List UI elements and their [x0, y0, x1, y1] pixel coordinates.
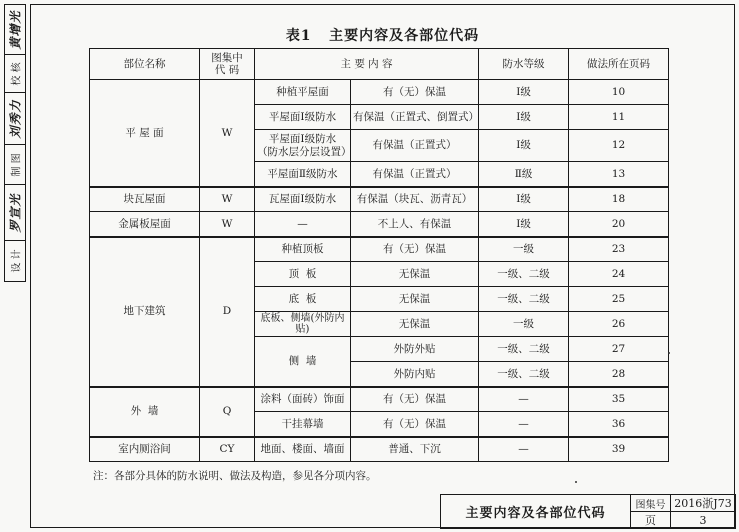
page-cell: 12 — [569, 130, 669, 162]
insulation-cell: 有保温（正置式） — [351, 162, 479, 187]
page-cell: 35 — [569, 387, 669, 412]
title-block — [440, 494, 736, 529]
content-cell: 平屋面Ⅰ级防水 （防水层分层设置） — [255, 130, 351, 162]
part-tile-roof: 块瓦屋面 — [90, 187, 200, 212]
atlas-no: 2016浙J73 — [671, 495, 736, 512]
grade-cell: 一级、二级 — [479, 362, 569, 387]
part-underground: 地下建筑 — [90, 237, 200, 387]
drafter-label-cell — [5, 145, 25, 185]
grade-cell: — — [479, 387, 569, 412]
insulation-cell: 有保温（块瓦、沥青瓦） — [351, 187, 479, 212]
page-cell: 24 — [569, 262, 669, 287]
grade-cell: Ⅰ级 — [479, 187, 569, 212]
insulation-cell: 有保温（正置式） — [351, 130, 479, 162]
checker-label: 校 核 — [11, 61, 23, 86]
grade-cell: 一级、二级 — [479, 337, 569, 362]
designer-name-cell — [5, 185, 25, 241]
page-cell: 26 — [569, 312, 669, 337]
page-cell: 36 — [569, 412, 669, 437]
content-cell: 地面、楼面、墙面 — [255, 437, 351, 462]
grade-cell: Ⅰ级 — [479, 130, 569, 162]
content-cell: — — [255, 212, 351, 237]
drafter-name-cell — [5, 93, 25, 145]
header-part: 部位名称 — [90, 49, 200, 80]
code-tile-roof: W — [200, 187, 255, 212]
table-row — [90, 437, 669, 462]
insulation-cell: 有（无）保温 — [351, 387, 479, 412]
drafter-label: 制 图 — [11, 152, 23, 177]
grade-cell: Ⅰ级 — [479, 212, 569, 237]
insulation-cell: 无保温 — [351, 287, 479, 312]
checker-name: 黄增光 — [8, 9, 23, 50]
code-metal-roof: W — [200, 212, 255, 237]
designer-label-cell — [5, 241, 25, 280]
insulation-cell: 有（无）保温 — [351, 412, 479, 437]
checker-name-cell — [5, 5, 25, 55]
table-row — [90, 80, 669, 105]
grade-cell: Ⅱ级 — [479, 162, 569, 187]
page-cell: 20 — [569, 212, 669, 237]
content-cell: 瓦屋面Ⅰ级防水 — [255, 187, 351, 212]
grade-cell: 一级 — [479, 312, 569, 337]
table-row — [90, 237, 669, 262]
atlas-no-label: 图集号 — [631, 495, 671, 512]
scan-speck — [668, 352, 670, 354]
code-flat-roof: W — [200, 80, 255, 187]
table-title: 表1 主要内容及各部位代码 — [285, 28, 480, 44]
insulation-cell: 不上人、有保温 — [351, 212, 479, 237]
part-flat-roof: 平 屋 面 — [90, 80, 200, 187]
insulation-cell: 有（无）保温 — [351, 80, 479, 105]
insulation-cell: 有（无）保温 — [351, 237, 479, 262]
header-code: 图集中 代 码 — [200, 49, 255, 80]
header-page: 做法所在页码 — [569, 49, 669, 80]
content-cell: 涂料（面砖）饰面 — [255, 387, 351, 412]
insulation-cell: 无保温 — [351, 262, 479, 287]
grade-cell: 一级、二级 — [479, 262, 569, 287]
content-cell: 干挂幕墙 — [255, 412, 351, 437]
title-block-title: 主要内容及各部位代码 — [441, 495, 631, 529]
content-cell: 种植平屋面 — [255, 80, 351, 105]
table-row — [90, 187, 669, 212]
page-cell: 25 — [569, 287, 669, 312]
designer-name: 罗宣光 — [8, 192, 23, 233]
content-cell: 顶 板 — [255, 262, 351, 287]
insulation-cell: 有保温（正置式、倒置式） — [351, 105, 479, 130]
code-underground: D — [200, 237, 255, 387]
insulation-cell: 外防内贴 — [351, 362, 479, 387]
page-cell: 10 — [569, 80, 669, 105]
grade-cell: 一级、二级 — [479, 287, 569, 312]
page-cell: 39 — [569, 437, 669, 462]
page-label: 页 — [631, 512, 671, 529]
code-bathroom: CY — [200, 437, 255, 462]
grade-cell: 一级 — [479, 237, 569, 262]
insulation-cell: 无保温 — [351, 312, 479, 337]
page-cell: 23 — [569, 237, 669, 262]
page-cell: 27 — [569, 337, 669, 362]
page-cell: 28 — [569, 362, 669, 387]
content-cell: 平屋面Ⅰ级防水 — [255, 105, 351, 130]
content-cell: 底板、侧墙(外防内贴) — [255, 312, 351, 337]
content-cell: 种植顶板 — [255, 237, 351, 262]
part-metal-roof: 金属板屋面 — [90, 212, 200, 237]
grade-cell: — — [479, 412, 569, 437]
code-exterior-wall: Q — [200, 387, 255, 437]
table-row — [90, 387, 669, 412]
page-number: 3 — [671, 512, 736, 529]
insulation-cell: 普通、下沉 — [351, 437, 479, 462]
content-cell: 底 板 — [255, 287, 351, 312]
page-cell: 13 — [569, 162, 669, 187]
scan-speck — [575, 481, 577, 483]
content-code-table — [89, 48, 669, 462]
insulation-cell: 外防外贴 — [351, 337, 479, 362]
page-cell: 18 — [569, 187, 669, 212]
grade-cell: Ⅰ级 — [479, 105, 569, 130]
content-cell: 平屋面Ⅱ级防水 — [255, 162, 351, 187]
grade-cell: Ⅰ级 — [479, 80, 569, 105]
part-bathroom: 室内厕浴间 — [90, 437, 200, 462]
checker-label-cell — [5, 55, 25, 93]
part-exterior-wall: 外 墙 — [90, 387, 200, 437]
header-grade: 防水等级 — [479, 49, 569, 80]
approval-strip — [4, 4, 26, 282]
header-content: 主 要 内 容 — [255, 49, 479, 80]
grade-cell: — — [479, 437, 569, 462]
page-cell: 11 — [569, 105, 669, 130]
designer-label: 设 计 — [11, 248, 23, 273]
footnote: 注：各部分具体的防水说明、做法及构造，参见各分项内容。 — [93, 470, 377, 482]
header-row — [90, 49, 669, 80]
table-row — [90, 212, 669, 237]
drafter-name: 刘秀力 — [8, 98, 23, 139]
content-cell: 侧 墙 — [255, 337, 351, 387]
